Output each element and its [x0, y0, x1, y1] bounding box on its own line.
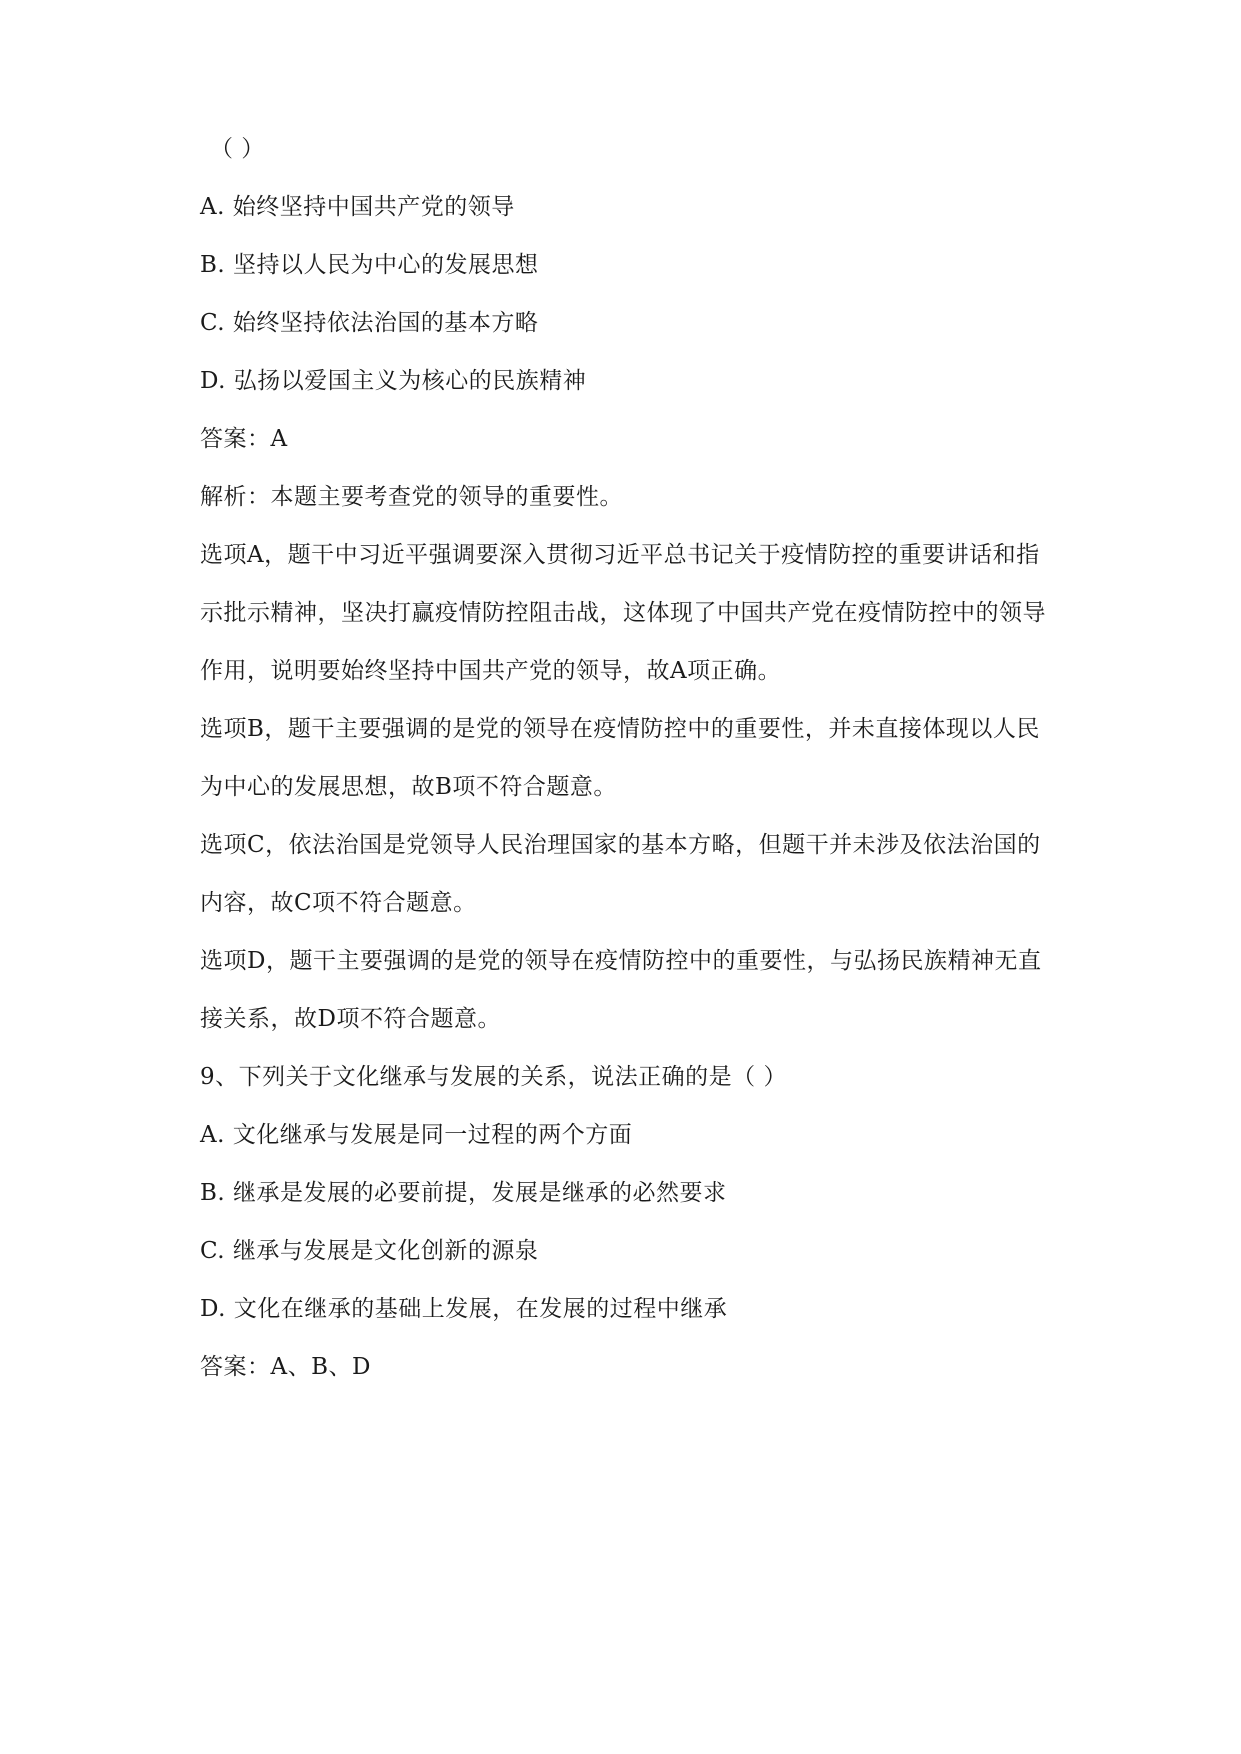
- analysis-line: 作用，说明要始终坚持中国共产党的领导，故A项正确。: [200, 658, 782, 684]
- analysis-line: 选项C，依法治国是党领导人民治理国家的基本方略，但题干并未涉及依法治国的: [200, 832, 1041, 858]
- answer: 答案：A、B、D: [200, 1354, 371, 1380]
- analysis-line: 为中心的发展思想，故B项不符合题意。: [200, 774, 617, 800]
- answer: 答案：A: [200, 426, 288, 452]
- analysis-line: 选项D，题干主要强调的是党的领导在疫情防控中的重要性，与弘扬民族精神无直: [200, 948, 1042, 974]
- analysis-line: 内容，故C项不符合题意。: [200, 890, 477, 916]
- analysis-line: 示批示精神，坚决打赢疫情防控阻击战，这体现了中国共产党在疫情防控中的领导: [200, 600, 1046, 626]
- option-b: B. 坚持以人民为中心的发展思想: [200, 252, 539, 278]
- question-parenthesis: （ ）: [210, 136, 265, 162]
- option-a: A. 始终坚持中国共产党的领导: [200, 194, 515, 220]
- option-c: C. 继承与发展是文化创新的源泉: [200, 1238, 539, 1264]
- option-a: A. 文化继承与发展是同一过程的两个方面: [200, 1122, 633, 1148]
- option-d: D. 弘扬以爱国主义为核心的民族精神: [200, 368, 587, 394]
- analysis-line: 选项A，题干中习近平强调要深入贯彻习近平总书记关于疫情防控的重要讲话和指: [200, 542, 1040, 568]
- option-b: B. 继承是发展的必要前提，发展是继承的必然要求: [200, 1180, 727, 1206]
- analysis-line: 选项B，题干主要强调的是党的领导在疫情防控中的重要性，并未直接体现以人民: [200, 716, 1040, 742]
- option-d: D. 文化在继承的基础上发展，在发展的过程中继承: [200, 1296, 728, 1322]
- option-c: C. 始终坚持依法治国的基本方略: [200, 310, 539, 336]
- analysis-line: 接关系，故D项不符合题意。: [200, 1006, 501, 1032]
- question-stem: 9、下列关于文化继承与发展的关系，说法正确的是（ ）: [200, 1064, 787, 1090]
- analysis-intro: 解析：本题主要考查党的领导的重要性。: [200, 484, 623, 510]
